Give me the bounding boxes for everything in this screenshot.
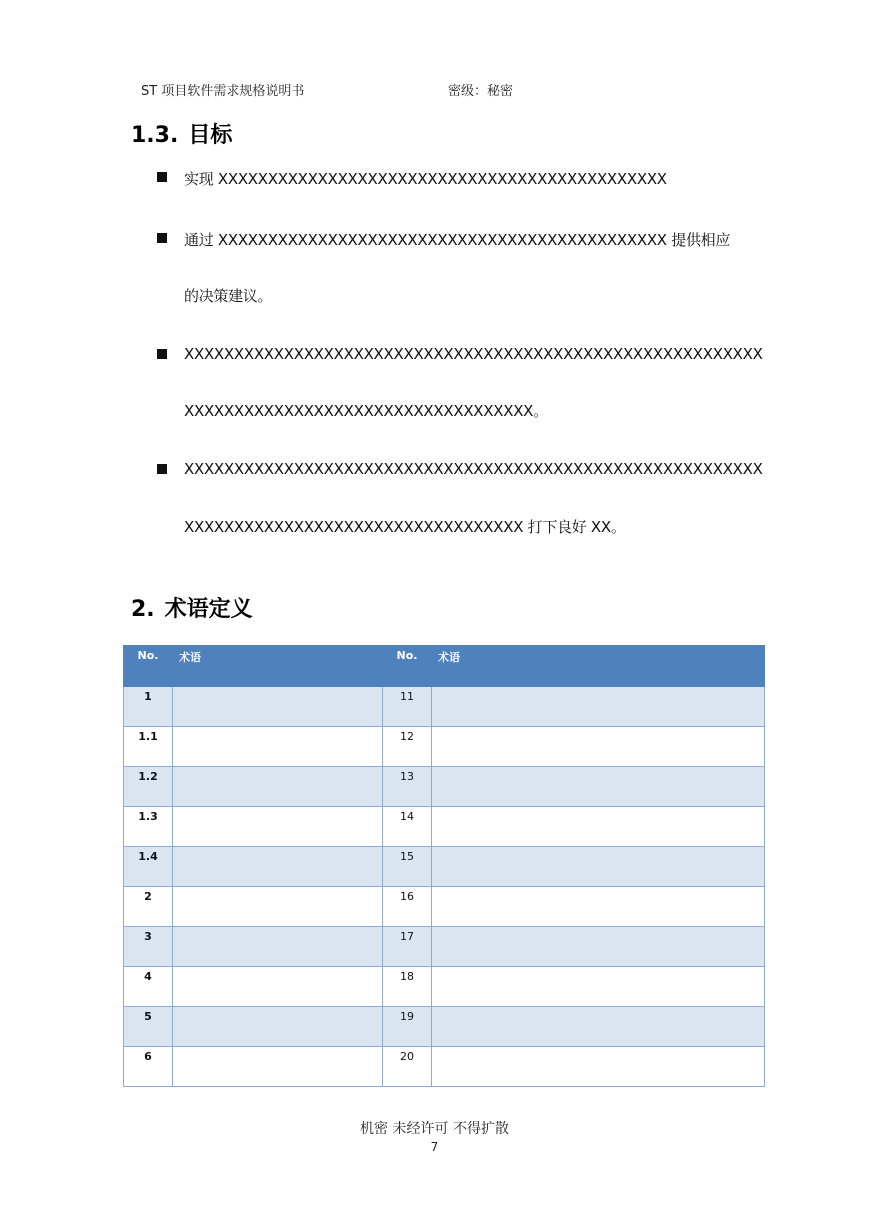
header-doc-title: ST 项目软件需求规格说明书: [141, 84, 305, 99]
header-no: No.: [383, 646, 432, 687]
page-number: 7: [430, 1140, 439, 1154]
row-number: 18: [383, 967, 432, 1007]
table-row: [124, 967, 765, 1007]
row-number: 12: [383, 727, 432, 767]
bullet-square-icon: [157, 349, 167, 359]
header-term: 术语: [432, 646, 765, 687]
term-cell: [432, 1007, 765, 1047]
footer-confidential-notice: 机密 未经许可 不得扩散: [360, 1121, 509, 1137]
header-classification: 密级：秘密: [448, 84, 514, 99]
section-title: 术语定义: [164, 597, 253, 622]
section-heading-2: [131, 592, 253, 623]
bullet-1-line-1: 实现 XXXXXXXXXXXXXXXXXXXXXXXXXXXXXXXXXXXXXXXXXXXXX: [184, 170, 667, 188]
row-number: 14: [383, 807, 432, 847]
table-row: [124, 847, 765, 887]
table-header-row: [124, 646, 765, 687]
bullet-square-icon: [157, 172, 167, 182]
bullet-3-line-2: XXXXXXXXXXXXXXXXXXXXXXXXXXXXXXXXXXX。: [184, 402, 548, 420]
table-row: [124, 727, 765, 767]
term-cell: [173, 927, 383, 967]
table-row: [124, 1007, 765, 1047]
row-number: 17: [383, 927, 432, 967]
term-cell: [432, 967, 765, 1007]
row-number: 1.2: [124, 767, 173, 807]
bullet-square-icon: [157, 464, 167, 474]
bullet-2-line-1: 通过 XXXXXXXXXXXXXXXXXXXXXXXXXXXXXXXXXXXXXXXXXXXXX 提供相应: [184, 231, 731, 249]
term-cell: [173, 807, 383, 847]
term-cell: [432, 927, 765, 967]
term-cell: [173, 967, 383, 1007]
header-no: No.: [124, 646, 173, 687]
term-cell: [432, 1047, 765, 1087]
row-number: 2: [124, 887, 173, 927]
bullet-2-line-2: 的决策建议。: [184, 287, 273, 305]
term-cell: [432, 727, 765, 767]
term-cell: [432, 807, 765, 847]
row-number: 6: [124, 1047, 173, 1087]
term-cell: [173, 1047, 383, 1087]
row-number: 20: [383, 1047, 432, 1087]
section-number: 2.: [131, 597, 155, 622]
table-row: [124, 687, 765, 727]
bullet-square-icon: [157, 233, 167, 243]
row-number: 1.1: [124, 727, 173, 767]
table-row: [124, 1047, 765, 1087]
term-cell: [173, 887, 383, 927]
section-number: 1.3.: [131, 123, 179, 148]
table-row: [124, 807, 765, 847]
row-number: 1: [124, 687, 173, 727]
term-cell: [173, 687, 383, 727]
section-heading-1-3: [131, 118, 232, 149]
table-row: [124, 927, 765, 967]
term-cell: [432, 767, 765, 807]
term-cell: [432, 687, 765, 727]
bullet-3-line-1: XXXXXXXXXXXXXXXXXXXXXXXXXXXXXXXXXXXXXXXXXXXXXXXXXXXXXXXXXX: [184, 345, 763, 363]
table-row: [124, 767, 765, 807]
table-row: [124, 887, 765, 927]
row-number: 1.3: [124, 807, 173, 847]
terms-table: [123, 645, 765, 1087]
bullet-4-line-2: XXXXXXXXXXXXXXXXXXXXXXXXXXXXXXXXXX 打下良好 XX。: [184, 518, 626, 536]
row-number: 19: [383, 1007, 432, 1047]
row-number: 11: [383, 687, 432, 727]
row-number: 4: [124, 967, 173, 1007]
term-cell: [173, 1007, 383, 1047]
row-number: 13: [383, 767, 432, 807]
term-cell: [173, 767, 383, 807]
row-number: 3: [124, 927, 173, 967]
row-number: 5: [124, 1007, 173, 1047]
term-cell: [432, 847, 765, 887]
term-cell: [432, 887, 765, 927]
term-cell: [173, 847, 383, 887]
header-term: 术语: [173, 646, 383, 687]
row-number: 16: [383, 887, 432, 927]
row-number: 15: [383, 847, 432, 887]
row-number: 1.4: [124, 847, 173, 887]
section-title: 目标: [188, 123, 233, 148]
bullet-4-line-1: XXXXXXXXXXXXXXXXXXXXXXXXXXXXXXXXXXXXXXXXXXXXXXXXXXXXXXXXXX: [184, 460, 763, 478]
term-cell: [173, 727, 383, 767]
